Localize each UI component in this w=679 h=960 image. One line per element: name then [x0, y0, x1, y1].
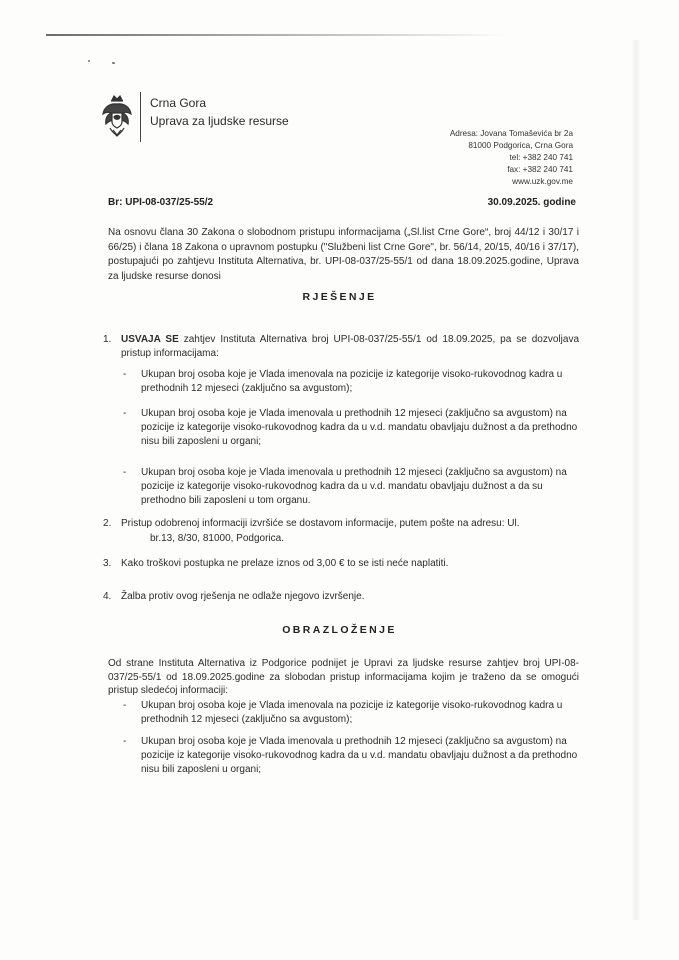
reference-number: Br: UPI-08-037/25-55/2 — [108, 197, 214, 208]
institution-name — [150, 94, 289, 130]
address-city: 81000 Podgorica, Crna Gora — [468, 141, 573, 150]
dash-bullet-icon: - — [123, 700, 127, 711]
reasoning-bullet-2: Ukupan broj osoba koje je Vlada imenovala u prethodnih 12 mjeseci (zaključno sa avgustom) na pozicije iz kategorije visoko-rukovodnog kadra da u v.d. mandatu obavljaju dužnost a da prethodno nisu bili zaposleni u organi; — [141, 736, 578, 775]
reference-line — [108, 197, 576, 208]
scan-speck — [112, 62, 115, 64]
decision-item-3-number: 3. — [103, 558, 112, 569]
decision-bullet-3: Ukupan broj osoba koje je Vlada imenovala u prethodnih 12 mjeseci (zaključno sa avgustom) na pozicije iz kategorije visoko-rukovodnog kadra da u v.d. mandatu obavljaju dužnost a da su prethodno bili zaposleni u tom organu. — [141, 467, 567, 506]
decision-item-4-number: 4. — [103, 591, 112, 602]
dash-bullet-icon: - — [123, 467, 127, 478]
dash-bullet-icon: - — [123, 408, 127, 419]
decision-item-3: Kako troškovi postupka ne prelaze iznos od 3,00 € to se isti neće naplatiti. — [121, 558, 449, 569]
address-fax: fax: +382 240 741 — [507, 165, 573, 174]
decision-bullet-2: Ukupan broj osoba koje je Vlada imenovala u prethodnih 12 mjeseci (zaključno sa avgustom) na pozicije iz kategorije visoko-rukovodnog kadra da u v.d. mandatu obavljaju dužnost a da prethodno nisu bili zaposleni u organi; — [141, 408, 578, 447]
letterhead-divider — [140, 92, 141, 142]
decision-item-2: Pristup odobrenoj informaciji izvršiće se dostavom informacije, putem pošte na adresu: Ul. — [121, 518, 520, 529]
decision-item-1-text: zahtjev Instituta Alternativa broj UPI-08-037/25-55/1 od 18.09.2025, pa se dozvoljava pristup informacijama: — [121, 334, 580, 359]
dash-bullet-icon: - — [123, 736, 127, 747]
address-street: Adresa: Jovana Tomaševića br 2a — [449, 129, 573, 138]
agency-name: Uprava za ljudske resurse — [150, 114, 289, 128]
scan-speck — [88, 60, 90, 62]
decision-item-2-number: 2. — [103, 518, 112, 529]
decision-item-1-number: 1. — [103, 334, 112, 345]
intro-paragraph: Na osnovu člana 30 Zakona o slobodnom pristupu informacijama („Sl.list Crne Gore“, broj 44/12 i 30/17 i 66/25) i člana 18 Zakona o upravnom postupku ("Službeni list Crne Gore", br. 56/14, 20/15, 40/16 i 37/17), postupajući po zahtjevu Instituta Alternativa, br. UPI-08-037/25-55/1 od dana 18.09.2025.godine, Uprava za ljudske resurse donosi — [108, 227, 579, 282]
decision-title: RJEŠENJE — [302, 291, 377, 303]
country-name: Crna Gora — [150, 96, 207, 110]
reasoning-bullet-1: Ukupan broj osoba koje je Vlada imenovala na pozicije iz kategorije visoko-rukovodnog kadra u prethodnih 12 mjeseci (zaključno sa avgustom); — [141, 700, 563, 725]
decision-item-2-cont: br.13, 8/30, 81000, Podgorica. — [150, 533, 284, 544]
dash-bullet-icon: - — [123, 369, 127, 380]
address-tel: tel: +382 240 741 — [509, 153, 573, 162]
address-block — [450, 128, 573, 188]
reasoning-title: OBRAZLOŽENJE — [282, 624, 397, 636]
reference-date: 30.09.2025. godine — [487, 197, 576, 208]
decision-item-4: Žalba protiv ovog rješenja ne odlaže njegovo izvršenje. — [121, 591, 365, 602]
decision-item-1 — [121, 333, 579, 361]
montenegro-coat-of-arms-icon — [100, 94, 134, 138]
scan-artifact-edge — [632, 40, 640, 920]
decision-item-1-bold: USVAJA SE — [121, 334, 179, 345]
decision-bullet-1: Ukupan broj osoba koje je Vlada imenovala na pozicije iz kategorije visoko-rukovodnog kadra u prethodnih 12 mjeseci (zaključno sa avgustom); — [141, 369, 563, 394]
address-web: www.uzk.gov.me — [512, 177, 573, 186]
scan-artifact-line — [46, 34, 506, 36]
reasoning-paragraph: Od strane Instituta Alternativa iz Podgorice podnijet je Upravi za ljudske resurse zahtjev broj UPI-08-037/25-55/1 od 18.09.2025.godine za slobodan pristup informacijama kojim je traženo da se omogući pristup sledećoj informaciji: — [108, 658, 579, 696]
